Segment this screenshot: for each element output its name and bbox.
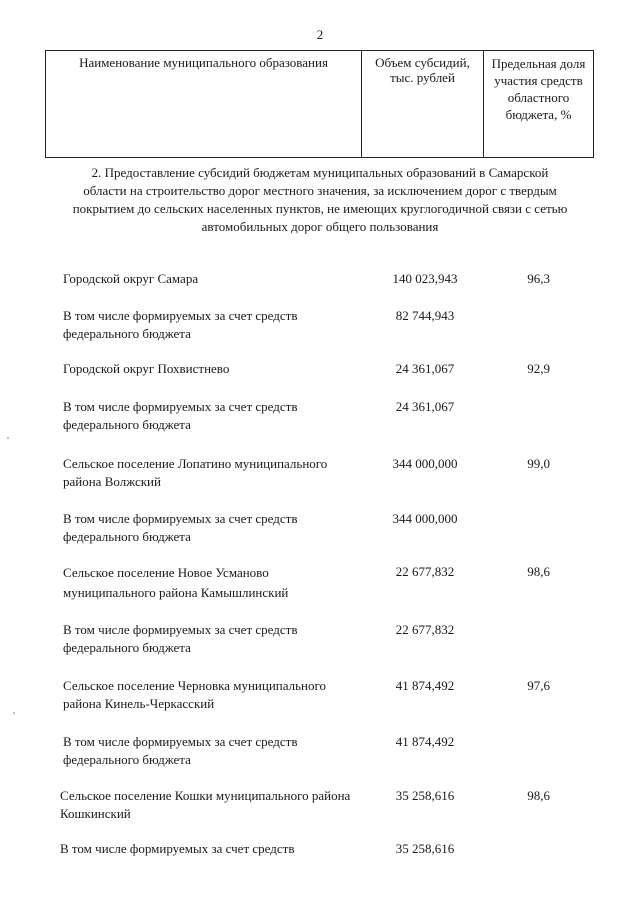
row-name: В том числе формируемых за счет средств федерального бюджета [63, 511, 298, 544]
row-name: В том числе формируемых за счет средств федерального бюджета [63, 308, 298, 341]
row-share: 96,3 [527, 271, 550, 286]
row-name: В том числе формируемых за счет средств федерального бюджета [63, 734, 298, 767]
row-amount: 82 744,943 [395, 308, 455, 323]
row-amount: 24 361,067 [395, 361, 455, 376]
row-amount: 344 000,000 [392, 511, 458, 526]
row-amount: 35 258,616 [395, 841, 455, 856]
row-amount: 35 258,616 [395, 788, 455, 803]
table-row [0, 510, 640, 550]
row-share: 98,6 [527, 564, 550, 579]
page-number: 2 [316, 27, 324, 42]
header-col-name: Наименование муниципального образования [46, 51, 362, 158]
row-amount: 22 677,832 [395, 622, 455, 637]
table-row [0, 307, 640, 347]
row-amount: 22 677,832 [395, 564, 455, 579]
row-name: Сельское поселение Черновка муниципального района Кинель-Черкасский [63, 678, 327, 711]
row-name: В том числе формируемых за счет средств [60, 841, 295, 856]
row-amount: 41 874,492 [395, 734, 455, 749]
table-row [0, 787, 640, 827]
row-name: Городской округ Похвистнево [63, 361, 230, 376]
row-amount: 344 000,000 [392, 456, 458, 471]
scan-speck [7, 437, 9, 439]
row-name: В том числе формируемых за счет средств федерального бюджета [63, 399, 298, 432]
scan-speck [13, 712, 15, 714]
table-row [0, 840, 640, 880]
table-row [0, 621, 640, 661]
table-row [0, 677, 640, 717]
row-share: 92,9 [527, 361, 550, 376]
row-name: Сельское поселение Новое Усманово муниципального района Камышлинский [63, 565, 289, 600]
row-name: Сельское поселение Кошки муниципального района Кошкинский [60, 788, 351, 821]
row-name: Сельское поселение Лопатино муниципального района Волжский [63, 456, 328, 489]
table-row [0, 733, 640, 773]
table-row [0, 398, 640, 438]
row-share: 98,6 [527, 788, 550, 803]
row-amount: 41 874,492 [395, 678, 455, 693]
header-col-amount: Объем субсидий, тыс. рублей [362, 51, 484, 158]
table-header [45, 50, 594, 158]
section-title: 2. Предоставление субсидий бюджетам муниципальных образований в Самарской области на строительство дорог местного значения, за исключением дорог с твердым покрытием до сельских населенных пунктов, не имеющих круглогодичной связи с сетью автомобильных дорог общего пользования [72, 165, 568, 234]
table-row [0, 270, 640, 310]
row-name: В том числе формируемых за счет средств федерального бюджета [63, 622, 298, 655]
row-amount: 140 023,943 [392, 271, 458, 286]
row-share: 97,6 [527, 678, 550, 693]
row-share: 99,0 [527, 456, 550, 471]
table-row [0, 360, 640, 400]
row-name: Городской округ Самара [63, 271, 199, 286]
table-row [0, 455, 640, 495]
header-col-share: Предельная доля участия средств областного бюджета, % [484, 51, 594, 158]
row-amount: 24 361,067 [395, 399, 455, 414]
table-row [0, 563, 640, 603]
